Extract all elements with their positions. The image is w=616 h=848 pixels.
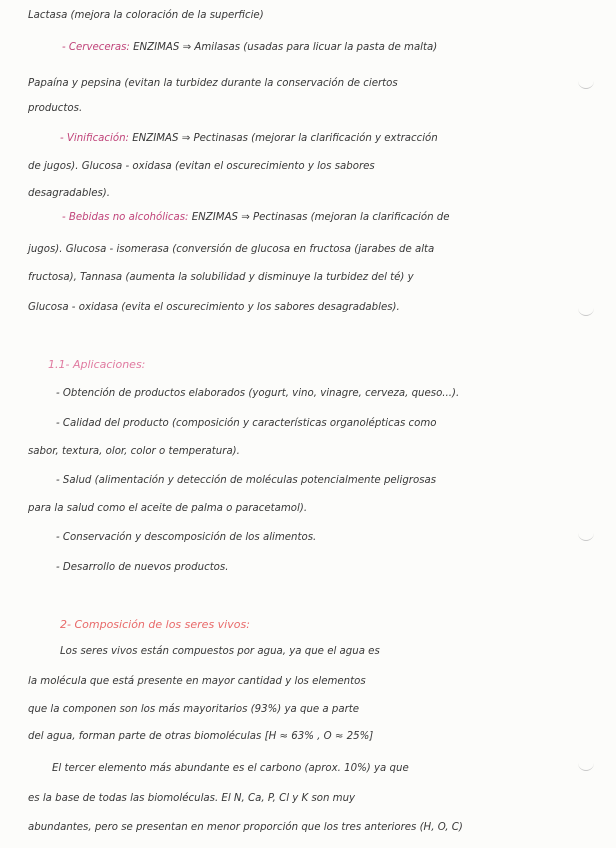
note-line: - Salud (alimentación y detección de moléculas potencialmente peligrosas [56,475,437,486]
punch-hole-mark [578,530,594,541]
note-line: - Cerveceras: ENZIMAS ⇒ Amilasas (usadas para licuar la pasta de malta) [62,42,438,53]
note-line: para la salud como el aceite de palma o paracetamol). [28,503,308,514]
note-line: jugos). Glucosa - isomerasa (conversión de glucosa en fructosa (jarabes de alta [28,244,435,255]
section-label-vinificacion: - Vinificación: [60,133,129,144]
note-line: - Bebidas no alcohólicas: ENZIMAS ⇒ Pectinasas (mejoran la clarificación de [62,212,450,223]
note-line: de jugos). Glucosa - oxidasa (evitan el oscurecimiento y los sabores [28,161,375,172]
note-line: Papaína y pepsina (evitan la turbidez durante la conservación de ciertos [28,78,398,89]
note-line: desagradables). [28,188,110,199]
note-line: sabor, textura, olor, color o temperatura). [28,446,240,457]
punch-hole-mark [578,78,594,89]
heading-aplicaciones: 1.1- Aplicaciones: [48,358,146,371]
note-line: - Vinificación: ENZIMAS ⇒ Pectinasas (mejorar la clarificación y extracción [60,133,438,144]
note-line: Glucosa - oxidasa (evita el oscurecimiento y los sabores desagradables). [28,302,400,313]
note-line: - Calidad del producto (composición y características organolépticas como [56,418,437,429]
punch-hole-mark [578,760,594,771]
note-line: - Obtención de productos elaborados (yogurt, vino, vinagre, cerveza, queso...). [56,388,460,399]
note-line: - Conservación y descomposición de los alimentos. [56,532,317,543]
note-line: que la componen son los más mayoritarios (93%) ya que a parte [28,704,360,715]
note-line: productos. [28,103,83,114]
note-line: es la base de todas las biomoléculas. El N, Ca, P, Cl y K son muy [28,793,356,804]
note-line: fructosa), Tannasa (aumenta la solubilidad y disminuye la turbidez del té) y [28,272,414,283]
heading-composicion: 2- Composición de los seres vivos: [60,618,250,631]
note-line: abundantes, pero se presentan en menor proporción que los tres anteriores (H, O, C) [28,822,463,833]
note-line: El tercer elemento más abundante es el carbono (aprox. 10%) ya que [52,763,409,774]
punch-hole-mark [578,305,594,316]
section-label-cerveceras: - Cerveceras: [62,42,130,53]
note-line: - Desarrollo de nuevos productos. [56,562,229,573]
section-label-bebidas: - Bebidas no alcohólicas: [62,212,189,223]
note-line: Los seres vivos están compuestos por agua, ya que el agua es [60,646,380,657]
note-line: la molécula que está presente en mayor cantidad y los elementos [28,676,366,687]
note-line: del agua, forman parte de otras biomoléculas [H ≈ 63% , O ≈ 25%] [28,731,374,742]
note-line: Lactasa (mejora la coloración de la superficie) [28,10,264,21]
